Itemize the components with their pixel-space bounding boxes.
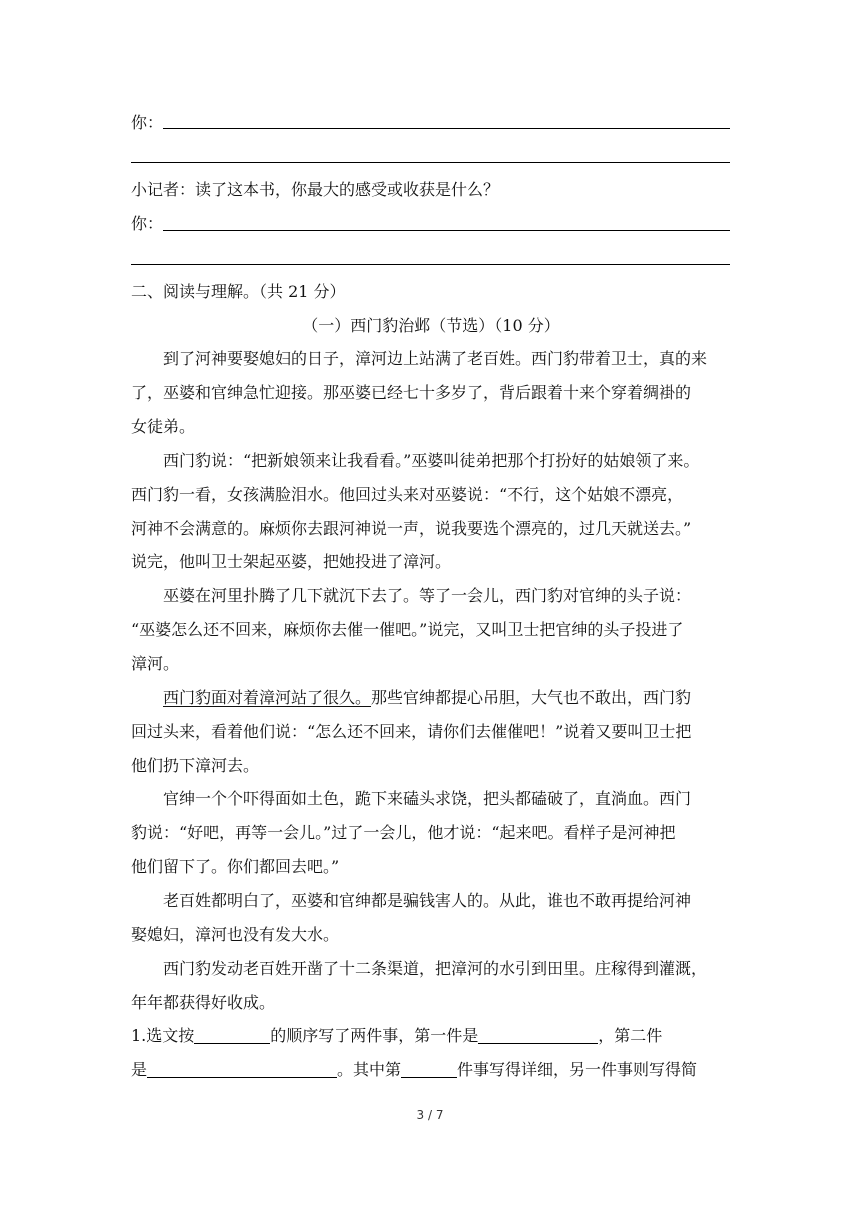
reporter-question: 小记者：读了这本书，你最大的感受或收获是什么？ [131,180,500,199]
you-label: 你： [131,214,164,233]
passage-line: 娶媳妇，漳河也没有发大水。 [131,925,340,944]
passage-line: 老百姓都明白了，巫婆和官绅都是骗钱害人的。从此，谁也不敢再提给河神 [163,891,692,910]
answer-row-2 [131,213,731,235]
passage-line [163,687,731,709]
passage-line: 西门豹一看，女孩满脸泪水。他回过头来对巫婆说：“不行，这个姑娘不漂亮， [131,485,684,504]
passage-line: 西门豹说：“把新娘领来让我看看。”巫婆叫徒弟把那个打扮好的姑娘领了来。 [163,451,700,470]
question-text: 。其中第 [337,1060,402,1079]
question-text: 1.选文按 [131,1026,195,1045]
answer-line [131,264,730,265]
answer-blank[interactable] [147,1061,337,1078]
you-label: 你： [131,113,164,132]
answer-line [163,128,730,129]
passage-line: 西门豹发动老百姓开凿了十二条渠道，把漳河的水引到田里。庄稼得到灌溉， [163,959,708,978]
answer-blank[interactable] [401,1061,457,1078]
passage-text: 那些官绅都提心吊胆，大气也不敢出，西门豹 [371,688,692,707]
passage-line: 他们留下了。你们都回去吧。” [131,857,340,876]
answer-blank[interactable] [478,1027,598,1044]
question-text: 是 [131,1060,148,1079]
passage-title: （一）西门豹治邺（节选）（10 分） [302,316,560,335]
passage-line: 说完，他叫卫士架起巫婆，把她投进了漳河。 [131,552,452,571]
page-number: 3 / 7 [416,1108,444,1122]
answer-row-1 [131,112,731,134]
passage-line: 了，巫婆和官绅急忙迎接。那巫婆已经七十多岁了，背后跟着十来个穿着绸褂的 [131,383,692,402]
passage-line: 官绅一个个吓得面如土色，跪下来磕头求饶，把头都磕破了，直淌血。西门 [163,789,692,808]
question-1-line-1 [131,1025,731,1047]
underlined-sentence: 西门豹面对着漳河站了很久。 [163,688,372,707]
passage-line: 到了河神要娶媳妇的日子，漳河边上站满了老百姓。西门豹带着卫士，真的来 [163,349,708,368]
passage-line: 回过头来，看着他们说：“怎么还不回来，请你们去催催吧！”说着又要叫卫士把 [131,722,692,741]
question-1-line-2 [131,1059,731,1081]
question-text: 的顺序写了两件事，第一件是 [270,1026,479,1045]
answer-blank[interactable] [194,1027,270,1044]
passage-line: 豹说：“好吧，再等一会儿。”过了一会儿，他才说：“起来吧。看样子是河神把 [131,823,676,842]
answer-line [163,230,730,231]
answer-line [131,162,730,163]
question-text: 件事写得详细，另一件事则写得简 [457,1060,698,1079]
passage-line: “巫婆怎么还不回来，麻烦你去催一催吧。”说完，又叫卫士把官绅的头子投进了 [131,620,684,639]
passage-line: 漳河。 [131,654,180,673]
passage-line: 他们扔下漳河去。 [131,756,260,775]
section-heading: 二、阅读与理解。（共 21 分） [131,282,346,301]
question-text: ，第二件 [598,1026,663,1045]
passage-line: 女徒弟。 [131,417,196,436]
passage-line: 年年都获得好收成。 [131,993,276,1012]
passage-line: 巫婆在河里扑腾了几下就沉下去了。等了一会儿，西门豹对官绅的头子说： [163,586,692,605]
passage-line: 河神不会满意的。麻烦你去跟河神说一声，说我要选个漂亮的，过几天就送去。” [131,519,692,538]
